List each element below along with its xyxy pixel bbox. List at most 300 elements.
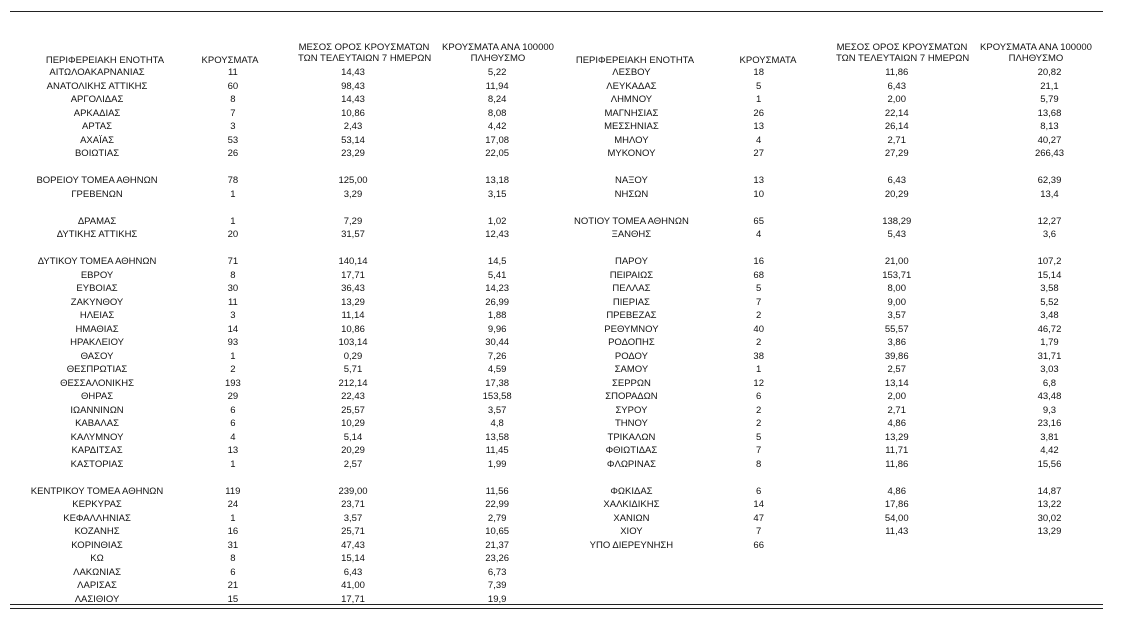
cell-avg: 5,43: [887, 229, 906, 240]
cell-cases: 47: [753, 512, 764, 524]
cell-cases: 93: [227, 337, 239, 348]
cell-per100k: 21,1: [1040, 80, 1059, 92]
cell-cases: 13: [227, 445, 239, 456]
cell-region: ΙΩΑΝΝΙΝΩΝ: [70, 404, 124, 416]
cell-per100k: 3,15: [487, 188, 507, 200]
cell-per100k: 31,71: [1037, 350, 1062, 362]
header-per100k-right: [970, 42, 1102, 64]
cell-cases: 60: [227, 80, 239, 92]
cell-avg: 3,57: [887, 310, 906, 321]
cell-avg: 11,86: [885, 458, 909, 470]
cell-cases: 68: [753, 269, 764, 281]
table-row: [0, 201, 560, 215]
cell-per100k: 2,79: [487, 512, 507, 524]
cell-cases: 4: [756, 134, 762, 146]
cell-cases: [194, 242, 272, 256]
cell-avg: 17,71: [341, 593, 365, 605]
cell-cases: 21: [227, 580, 239, 591]
cell-per100k: 12,43: [485, 229, 510, 240]
cell-cases: [705, 242, 813, 256]
cell-per100k: 9,3: [1042, 404, 1057, 416]
cell-region: ΥΠΟ ΔΙΕΡΕΥΝΗΣΗ: [589, 539, 674, 551]
cell-avg: 36,43: [341, 283, 365, 294]
cell-region: ΕΒΡΟΥ: [80, 269, 114, 281]
table-row: [0, 107, 560, 121]
cell-region: ΑΡΓΟΛΙΔΑΣ: [70, 94, 124, 105]
cell-cases: 1: [230, 458, 236, 470]
cell-region: ΖΑΚΥΝΘΟΥ: [70, 296, 124, 308]
table-row: [0, 485, 560, 499]
cell-cases: 1: [756, 364, 762, 375]
cell-per100k: 5,22: [487, 67, 507, 78]
cell-avg: [272, 471, 435, 485]
table-row: [558, 417, 1118, 431]
table-row: [558, 282, 1118, 296]
header-per100k-line2: ΠΛΗΘΥΣΜΟ: [1008, 53, 1064, 64]
cell-per100k: 3,58: [1040, 283, 1059, 294]
cell-cases: 14: [227, 323, 239, 335]
table-row: [0, 458, 560, 472]
cell-avg: 5,71: [343, 364, 363, 375]
cell-region: ΤΗΝΟΥ: [614, 418, 648, 429]
cell-cases: 7: [756, 445, 762, 456]
cell-per100k: 266,43: [1034, 148, 1064, 159]
cell-avg: 25,71: [341, 526, 365, 537]
cell-per100k: 30,02: [1037, 512, 1062, 524]
left-table: [0, 66, 560, 606]
table-row: [558, 431, 1118, 445]
cell-region: ΜΗΛΟΥ: [614, 134, 649, 146]
cell-per100k: 22,05: [485, 148, 510, 159]
cell-per100k: 107,2: [1037, 256, 1062, 267]
cell-avg: 23,71: [341, 499, 365, 510]
cell-region: ΧΙΟΥ: [620, 526, 643, 537]
cell-region: ΠΕΛΛΑΣ: [612, 283, 651, 294]
cell-per100k: 4,8: [490, 418, 504, 429]
cell-region: ΘΕΣΣΑΛΟΝΙΚΗΣ: [60, 377, 134, 389]
cell-region: ΒΟΙΩΤΙΑΣ: [74, 148, 120, 159]
cell-avg: 23,29: [341, 148, 365, 159]
cell-avg: 13,29: [884, 431, 909, 443]
bottom-rule: [10, 604, 1103, 609]
table-row: [558, 512, 1118, 526]
table-row: [0, 269, 560, 283]
header-region-left: [30, 55, 180, 66]
header-cases-left: [195, 55, 265, 66]
cell-cases: 8: [230, 553, 236, 564]
cell-per100k: 8,13: [1040, 121, 1059, 132]
cell-per100k: [981, 539, 1118, 553]
cell-per100k: 8,08: [487, 107, 507, 119]
cell-avg: 3,57: [343, 512, 363, 524]
table-row: [558, 485, 1118, 499]
cell-per100k: 23,16: [1037, 418, 1062, 429]
cell-region: ΗΜΑΘΙΑΣ: [75, 323, 119, 335]
cell-avg: [813, 161, 981, 175]
cell-per100k: 19,9: [487, 593, 507, 605]
cell-per100k: [981, 471, 1118, 485]
cell-cases: 16: [753, 256, 764, 267]
table-row: [0, 525, 560, 539]
cell-per100k: 13,18: [485, 175, 510, 186]
cell-cases: 8: [230, 269, 236, 281]
cell-avg: [272, 161, 435, 175]
cell-cases: 2: [756, 404, 762, 416]
cell-region: ΣΥΡΟΥ: [615, 404, 648, 416]
cell-per100k: 17,08: [485, 134, 510, 146]
cell-avg: 10,86: [341, 107, 365, 119]
cell-cases: 16: [227, 526, 239, 537]
cell-region: [0, 161, 194, 175]
cell-per100k: 5,79: [1040, 94, 1059, 105]
table-row: [0, 188, 560, 202]
table-row: [0, 134, 560, 148]
cell-avg: 39,86: [884, 350, 909, 362]
table-row: [0, 350, 560, 364]
cell-region: ΡΟΔΟΥ: [614, 350, 648, 362]
table-row: [0, 539, 560, 553]
cell-avg: 10,86: [341, 323, 365, 335]
cell-region: ΧΑΛΚΙΔΙΚΗΣ: [603, 499, 660, 510]
cell-cases: 1: [230, 188, 236, 200]
cell-region: [0, 201, 194, 215]
cell-cases: 193: [224, 377, 241, 389]
cell-cases: 1: [230, 215, 236, 227]
cell-avg: 27,29: [884, 148, 909, 159]
cell-cases: 30: [227, 283, 239, 294]
table-row: [558, 323, 1118, 337]
table-row: [558, 66, 1118, 80]
cell-cases: 11: [227, 67, 238, 78]
cell-cases: 29: [227, 391, 239, 402]
cell-avg: 47,43: [341, 539, 365, 551]
cell-avg: 17,86: [884, 499, 909, 510]
cell-per100k: 13,4: [1040, 188, 1059, 200]
cell-per100k: 7,26: [487, 350, 507, 362]
cell-avg: 2,00: [887, 94, 906, 105]
cell-cases: 66: [753, 539, 764, 551]
cell-cases: 6: [756, 485, 762, 497]
cell-per100k: 153,58: [482, 391, 512, 402]
cell-cases: 7: [756, 526, 762, 537]
table-row: [558, 498, 1118, 512]
cell-per100k: 17,38: [485, 377, 510, 389]
cell-avg: 153,71: [882, 269, 912, 281]
cell-region: ΤΡΙΚΑΛΩΝ: [607, 431, 656, 443]
cell-avg: 31,57: [341, 229, 365, 240]
cell-region: ΚΟΡΙΝΘΙΑΣ: [71, 539, 123, 551]
table-row: [558, 120, 1118, 134]
table-row: [558, 350, 1118, 364]
cell-avg: 25,57: [341, 404, 365, 416]
cell-per100k: 5,52: [1040, 296, 1059, 308]
cell-cases: 12: [753, 377, 764, 389]
cell-avg: 22,14: [884, 107, 909, 119]
cell-avg: 6,43: [887, 80, 906, 92]
cell-region: ΜΑΓΝΗΣΙΑΣ: [604, 107, 659, 119]
cell-cases: 6: [230, 566, 236, 578]
cell-avg: 212,14: [338, 377, 368, 389]
cell-cases: 11: [227, 296, 238, 308]
cell-cases: 15: [227, 593, 239, 605]
table-row: [558, 458, 1118, 472]
table-row: [0, 390, 560, 404]
header-per100k-line1: ΚΡΟΥΣΜΑΤΑ ΑΝΑ 100000: [442, 42, 554, 53]
cell-per100k: 15,14: [1037, 269, 1062, 281]
table-row: [0, 363, 560, 377]
cell-region: ΗΡΑΚΛΕΙΟΥ: [70, 337, 124, 348]
table-row: [0, 566, 560, 580]
cell-cases: 2: [230, 364, 236, 375]
cell-cases: 7: [230, 107, 236, 119]
cell-cases: 6: [756, 391, 762, 402]
cell-region: ΛΑΣΙΘΙΟΥ: [74, 593, 120, 605]
cell-cases: 20: [227, 229, 239, 240]
cell-per100k: 21,37: [485, 539, 510, 551]
header-cases-right: [733, 55, 803, 66]
cell-avg: 4,86: [887, 418, 906, 429]
cell-region: ΑΧΑΪΑΣ: [80, 134, 114, 146]
cell-per100k: [434, 471, 560, 485]
header-region-right: [560, 55, 710, 66]
cell-cases: 2: [756, 418, 762, 429]
header-avg-left: [298, 42, 430, 64]
cell-cases: 4: [756, 229, 762, 240]
table-row: [0, 215, 560, 229]
cell-region: [0, 242, 194, 256]
cell-cases: 38: [753, 350, 764, 362]
cell-region: ΚΩ: [90, 553, 104, 564]
cell-region: ΝΟΤΙΟΥ ΤΟΜΕΑ ΑΘΗΝΩΝ: [574, 215, 689, 227]
cell-per100k: [981, 242, 1118, 256]
cell-cases: [705, 161, 813, 175]
cell-cases: 10: [753, 188, 764, 200]
cell-region: ΜΕΣΣΗΝΙΑΣ: [604, 121, 659, 132]
table-row: [558, 296, 1118, 310]
cell-avg: 103,14: [338, 337, 368, 348]
cell-per100k: 13,58: [485, 431, 510, 443]
cell-avg: 53,14: [341, 134, 365, 146]
table-row: [0, 431, 560, 445]
cell-region: ΚΕΡΚΥΡΑΣ: [72, 499, 122, 510]
cell-cases: 8: [230, 94, 236, 105]
cell-per100k: 1,02: [487, 215, 507, 227]
cell-per100k: 26,99: [485, 296, 510, 308]
table-row: [0, 417, 560, 431]
cell-avg: 2,43: [343, 121, 363, 132]
cell-cases: [194, 471, 272, 485]
cell-region: [558, 471, 705, 485]
cell-cases: 119: [225, 485, 241, 497]
cell-avg: 20,29: [884, 188, 909, 200]
cell-avg: [813, 201, 981, 215]
cell-per100k: 8,24: [487, 94, 507, 105]
cell-avg: 7,29: [343, 215, 363, 227]
table-row: [0, 296, 560, 310]
cell-region: [558, 161, 705, 175]
cell-cases: 5: [756, 80, 762, 92]
cell-region: ΣΠΟΡΑΔΩΝ: [605, 391, 658, 402]
table-row: [558, 188, 1118, 202]
table-row: [558, 107, 1118, 121]
cell-region: ΘΗΡΑΣ: [80, 391, 114, 402]
cell-avg: 6,43: [343, 566, 363, 578]
cell-avg: [272, 242, 435, 256]
cell-per100k: 11,94: [485, 80, 509, 92]
cell-cases: 14: [753, 499, 764, 510]
header-avg-line2: ΤΩΝ ΤΕΛΕΥΤΑΙΩΝ 7 ΗΜΕΡΩΝ: [836, 53, 970, 64]
table-row: [0, 120, 560, 134]
cell-cases: [194, 161, 272, 175]
table-row: [558, 215, 1118, 229]
table-row: [0, 255, 560, 269]
cell-region: ΚΑΣΤΟΡΙΑΣ: [70, 458, 124, 470]
cell-avg: 41,00: [341, 580, 365, 591]
cell-avg: 5,14: [343, 431, 363, 443]
cell-avg: 8,00: [887, 283, 906, 294]
cell-cases: 40: [753, 323, 764, 335]
cell-per100k: 6,73: [487, 566, 507, 578]
cell-region: ΛΑΡΙΣΑΣ: [77, 580, 117, 591]
top-rule: [10, 11, 1103, 12]
cell-avg: 13,29: [341, 296, 365, 308]
cell-region: [558, 242, 705, 256]
cell-cases: 18: [753, 67, 764, 78]
cell-avg: 3,29: [343, 188, 363, 200]
cell-cases: 3: [230, 121, 236, 132]
cell-avg: 14,43: [341, 94, 365, 105]
cell-avg: 11,43: [885, 526, 909, 537]
cell-cases: 2: [756, 337, 762, 348]
cell-per100k: [434, 201, 560, 215]
table-row: [558, 147, 1118, 161]
cell-region: ΚΑΒΑΛΑΣ: [75, 418, 119, 429]
cell-avg: 2,57: [887, 364, 906, 375]
cell-region: ΚΕΦΑΛΛΗΝΙΑΣ: [63, 512, 131, 524]
table-row: [558, 93, 1118, 107]
table-row: [0, 512, 560, 526]
cell-region: ΑΡΤΑΣ: [82, 121, 113, 132]
cell-cases: 7: [756, 296, 762, 308]
cell-avg: 98,43: [341, 80, 365, 92]
cell-cases: 6: [230, 418, 236, 429]
cell-region: ΦΩΚΙΔΑΣ: [610, 485, 653, 497]
cell-cases: [705, 471, 813, 485]
table-row: [558, 525, 1118, 539]
cell-region: ΚΟΖΑΝΗΣ: [74, 526, 120, 537]
cell-cases: 1: [230, 512, 236, 524]
cell-avg: [272, 201, 435, 215]
table-row: [558, 377, 1118, 391]
cell-cases: [194, 201, 272, 215]
cell-cases: 26: [753, 107, 764, 119]
table-row: [0, 579, 560, 593]
table-row: [0, 444, 560, 458]
cell-per100k: 7,39: [487, 580, 507, 591]
cell-avg: [813, 471, 981, 485]
cell-region: ΠΕΙΡΑΙΩΣ: [609, 269, 654, 281]
table-row: [0, 552, 560, 566]
cell-cases: 27: [753, 148, 764, 159]
table-row: [558, 404, 1118, 418]
cell-per100k: [981, 161, 1118, 175]
cell-per100k: 1,79: [1040, 337, 1059, 348]
cell-avg: 17,71: [341, 269, 365, 281]
cell-per100k: 11,45: [485, 445, 509, 456]
cell-region: ΝΗΣΩΝ: [614, 188, 649, 200]
cell-per100k: 62,39: [1037, 175, 1062, 186]
cell-avg: 22,43: [341, 391, 365, 402]
table-row: [0, 161, 560, 175]
cell-per100k: 13,68: [1037, 107, 1062, 119]
cell-avg: 2,00: [887, 391, 906, 402]
table-row: [0, 498, 560, 512]
cell-avg: 2,71: [887, 134, 906, 146]
cell-per100k: 43,48: [1037, 391, 1062, 402]
cell-region: ΘΑΣΟΥ: [80, 350, 114, 362]
table-row: [558, 309, 1118, 323]
header-region-label: ΠΕΡΙΦΕΡΕΙΑΚΗ ΕΝΟΤΗΤΑ: [575, 55, 695, 66]
cell-avg: 6,43: [887, 175, 906, 186]
cell-cases: 4: [230, 431, 236, 443]
table-row: [558, 444, 1118, 458]
cell-avg: 4,86: [887, 485, 906, 497]
cell-region: ΔΡΑΜΑΣ: [77, 215, 117, 227]
cell-avg: 13,14: [884, 377, 909, 389]
cell-per100k: [434, 161, 560, 175]
cell-per100k: 14,5: [487, 256, 507, 267]
cell-per100k: 4,59: [487, 364, 507, 375]
header-per100k-left: [432, 42, 564, 64]
table-row: [0, 309, 560, 323]
header-per100k-line1: ΚΡΟΥΣΜΑΤΑ ΑΝΑ 100000: [980, 42, 1092, 53]
cell-per100k: 15,56: [1037, 458, 1062, 470]
cell-cases: [705, 201, 813, 215]
cell-cases: 13: [753, 175, 764, 186]
cell-avg: 54,00: [884, 512, 909, 524]
cell-cases: 1: [230, 350, 236, 362]
table-row: [558, 539, 1118, 553]
cell-avg: 140,14: [338, 256, 368, 267]
cell-avg: 20,29: [341, 445, 365, 456]
cell-per100k: 4,42: [1040, 445, 1059, 456]
cell-avg: [813, 242, 981, 256]
cell-per100k: 20,82: [1037, 67, 1062, 78]
cell-avg: 2,57: [343, 458, 363, 470]
cell-cases: 5: [756, 283, 762, 294]
cell-avg: 239,00: [338, 485, 368, 497]
cell-avg: 10,29: [341, 418, 365, 429]
cell-avg: 11,86: [885, 67, 909, 78]
cell-per100k: [434, 242, 560, 256]
cell-region: ΛΕΣΒΟΥ: [612, 67, 651, 78]
cell-region: ΚΕΝΤΡΙΚΟΥ ΤΟΜΕΑ ΑΘΗΝΩΝ: [30, 485, 164, 497]
cell-region: ΠΡΕΒΕΖΑΣ: [606, 310, 657, 321]
header-region-label: ΠΕΡΙΦΕΡΕΙΑΚΗ ΕΝΟΤΗΤΑ: [45, 55, 165, 66]
cell-region: ΛΕΥΚΑΔΑΣ: [606, 80, 657, 92]
table-row: [558, 174, 1118, 188]
cell-region: ΛΑΚΩΝΙΑΣ: [73, 566, 121, 578]
cell-per100k: 1,99: [487, 458, 507, 470]
cell-per100k: 3,81: [1040, 431, 1059, 443]
cell-region: ΝΑΞΟΥ: [615, 175, 648, 186]
cell-per100k: 14,87: [1037, 485, 1062, 497]
table-row: [0, 282, 560, 296]
cell-avg: 26,14: [884, 121, 909, 132]
cell-cases: 65: [753, 215, 764, 227]
cell-region: ΑΙΤΩΛΟΑΚΑΡΝΑΝΙΑΣ: [49, 67, 145, 78]
cell-cases: 26: [227, 148, 239, 159]
